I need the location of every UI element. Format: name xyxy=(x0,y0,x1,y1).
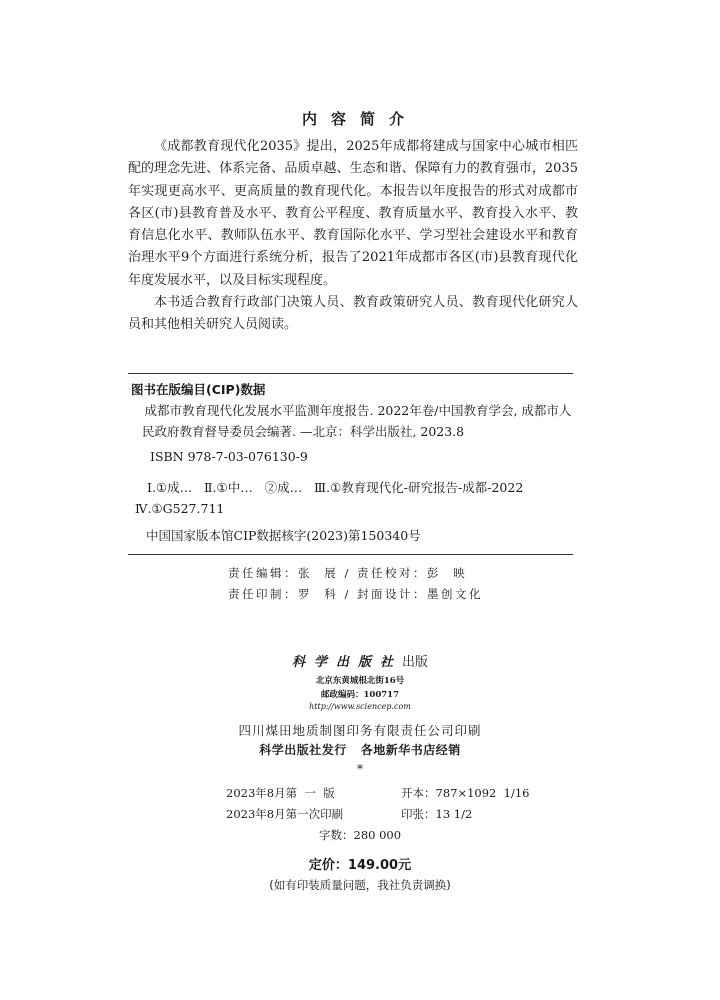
printer: 四川煤田地质制图印务有限责任公司印刷 xyxy=(238,723,482,738)
printing: 2023年8月第一次印刷 xyxy=(226,807,344,821)
cip-number: 中国国家版本馆CIP数据核字(2023)第150340号 xyxy=(146,528,421,543)
quality-note: (如有印装质量问题，我社负责调换) xyxy=(269,878,451,892)
summary-paragraph: 《成都教育现代化2035》提出，2025年成都将建成与国家中心城市相匹配的理念先进、体系完备、品质卓越、生态和谐、保障有力的教育强市，2035年实现更高水平、更高质量的教育现代化。本报告以年度报告的形式对成都市各区(市)县教育普及水平、教育公平程度、教育质量水平、教育投入水平、教育信息化水平、教师队伍水平、教育国际化水平、学习型社会建设水平和教育治理水平9个方面进行系统分析，报告了2021年成都市各区(市)县教育现代化年度发展水平，以及目标实现程度。 xyxy=(128,139,578,288)
summary-paragraph: 本书适合教育行政部门决策人员、教育政策研究人员、教育现代化研究人员和其他相关研究人员阅读。 xyxy=(128,295,578,333)
publisher-website: http://www.sciencep.com xyxy=(309,702,411,711)
top-divider xyxy=(128,373,573,374)
sheets: 印张：13 1/2 xyxy=(401,807,473,821)
classification-line: Ⅰ.①成… Ⅱ.①中… ②成… Ⅲ.①教育现代化-研究报告-成都-2022 xyxy=(147,480,524,495)
publisher-postcode: 邮政编码：100717 xyxy=(321,690,399,700)
isbn: ISBN 978-7-03-076130-9 xyxy=(150,449,308,464)
credits-editor-line: 责任编辑：张 展 / 责任校对：彭 映 xyxy=(228,566,468,580)
publisher-suffix: 出版 xyxy=(402,655,429,670)
summary-title: 内容简介 xyxy=(301,110,418,128)
edition: 2023年8月第 一 版 xyxy=(226,786,335,800)
publisher-name xyxy=(0,651,720,670)
cip-heading: 图书在版编目(CIP)数据 xyxy=(131,382,266,397)
credits-production-line: 责任印制：罗 科 / 封面设计：墨创文化 xyxy=(228,587,483,601)
publisher-logotype: 科学出版社 xyxy=(291,655,402,670)
price: 定价：149.00元 xyxy=(308,858,412,873)
summary-body xyxy=(128,136,578,337)
separator-star: * xyxy=(357,762,363,776)
classification-line: Ⅳ.①G527.711 xyxy=(135,501,225,516)
distribution: 科学出版社发行 各地新华书店经销 xyxy=(259,743,461,757)
bottom-divider xyxy=(128,554,573,555)
classification xyxy=(135,477,579,519)
format: 开本：787×1092 1/16 xyxy=(401,786,530,800)
cip-description: 成都市教育现代化发展水平监测年度报告. 2022年卷/中国教育学会, 成都市人民政府教育督导委员会编著. —北京：科学出版社, 2023.8 xyxy=(142,403,572,439)
publisher-address: 北京东黄城根北街16号 xyxy=(315,676,405,686)
word-count: 字数：280 000 xyxy=(319,828,402,842)
